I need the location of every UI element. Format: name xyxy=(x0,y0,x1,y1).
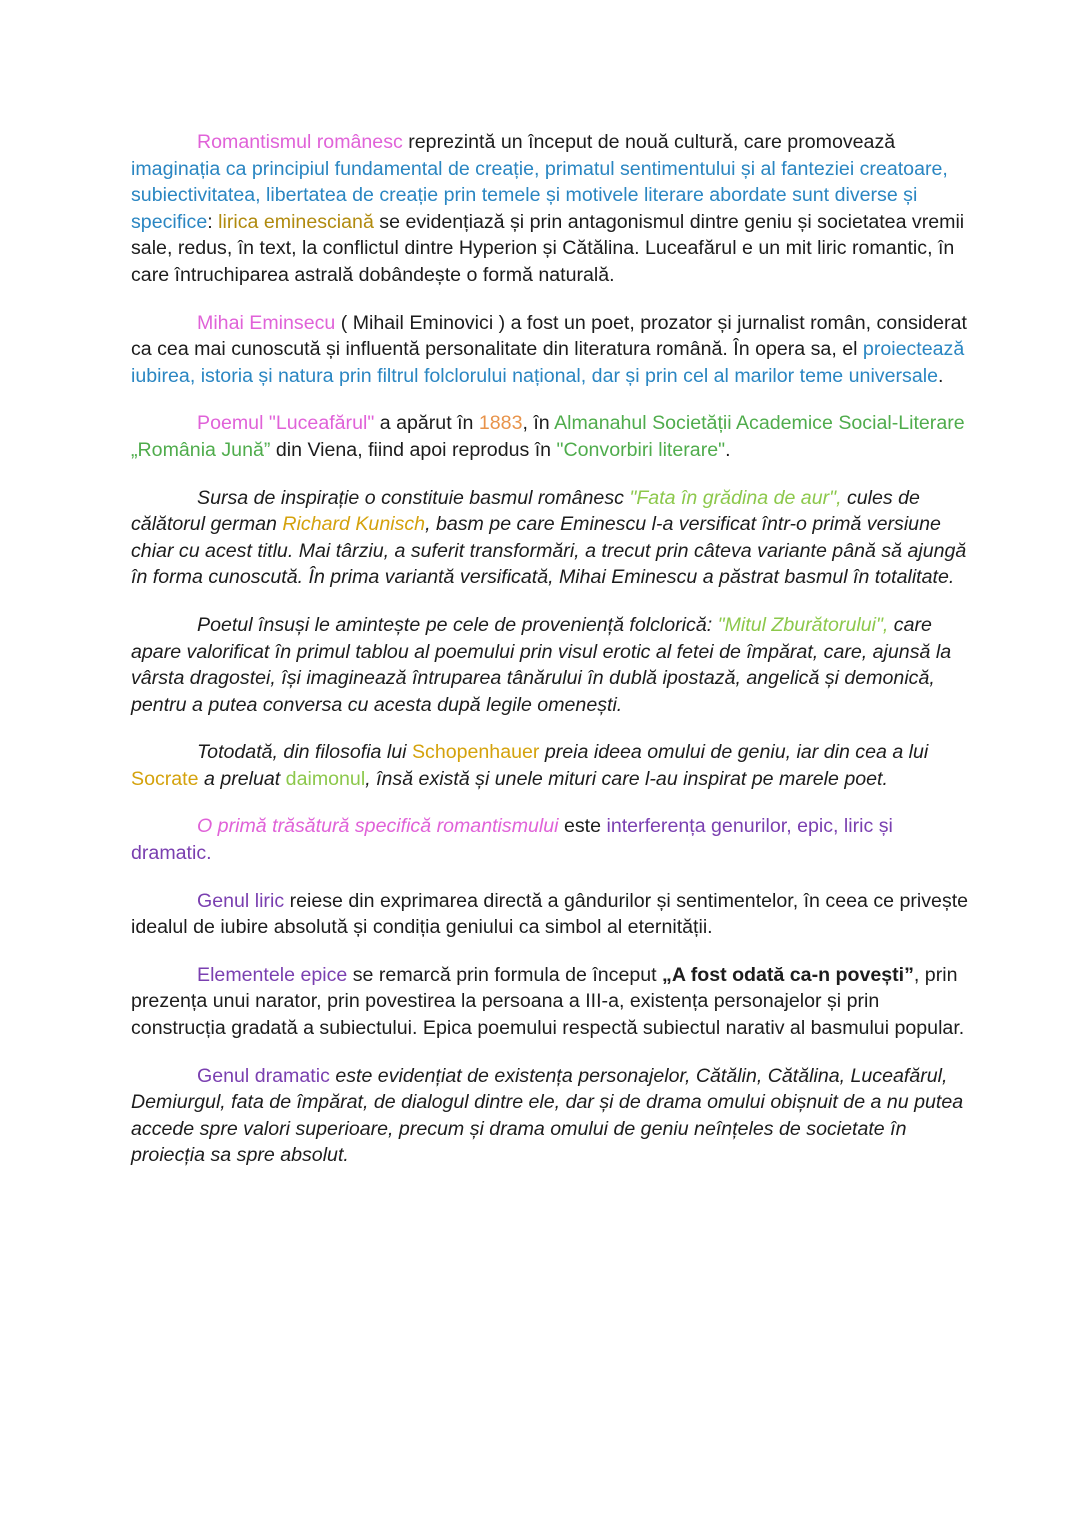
text-segment: , basm pe care Eminescu l-a versificat într-o primă versiune chiar cu acest titlu. Mai târziu, a suferit transformări, a trecut prin câteva variante până să ajungă în forma cunoscută. În prima variantă versificată, Mihai Eminescu a păstrat basmul în totalitate. xyxy=(131,513,967,589)
text-segment: proiectează iubirea, istoria și natura prin filtrul folclorului național, dar și prin cel al marilor teme universale xyxy=(131,338,965,387)
text-segment: Poetul însuși le amintește pe cele de proveniență folclorică: xyxy=(197,613,718,636)
paragraph-9 xyxy=(131,962,971,1042)
text-segment: "Mitul Zburătorului", xyxy=(717,613,889,636)
text-segment: daimonul xyxy=(285,767,366,790)
text-segment: cules de călătorul german xyxy=(131,486,920,536)
text-segment: Elementele epice xyxy=(197,963,348,986)
paragraph-5 xyxy=(131,612,971,718)
paragraph-10 xyxy=(131,1063,971,1169)
text-segment: din Viena, fiind apoi reprodus în xyxy=(270,438,557,461)
text-segment: Totodată, din filosofia lui xyxy=(197,741,412,764)
text-segment: care apare valorificat în primul tablou al poemului prin visul erotic al fetei de împărat, care, ajunsă la vârsta dragostei, își imaginează întruparea tânărului în dublă ipostază, angelică și demonică, pentru a putea conversa cu acesta după legile omenești. xyxy=(131,613,952,716)
text-segment: este evidențiat de existența personajelor, Cătălin, Cătălina, Luceafărul, Demiurgul, fata de împărat, de dialogul dintre ele, dar și de drama omului obișnuit de a nu putea accede spre valori superioare, precum și drama omului de geniu neînțeles de societate în proiecția sa spre absolut. xyxy=(131,1064,964,1167)
text-segment: . xyxy=(725,438,731,461)
paragraph-8 xyxy=(131,888,971,941)
text-segment: este xyxy=(558,815,607,838)
text-segment: Genul liric xyxy=(197,889,285,912)
paragraph-4 xyxy=(131,485,971,591)
text-segment: preia ideea omului de geniu, iar din cea a lui xyxy=(539,741,929,764)
text-segment: Genul dramatic xyxy=(197,1064,330,1087)
text-segment: . xyxy=(937,364,944,387)
text-segment: Socrate xyxy=(131,767,199,790)
text-segment: ( Mihail Eminovici ) a fost un poet, prozator și jurnalist român, considerat ca cea mai cunoscută și influentă personalitate din literatura română. În opera sa, el xyxy=(131,311,967,361)
text-segment: Romantismul românesc xyxy=(197,131,403,153)
text-segment: „A fost odată ca-n povești” xyxy=(662,963,914,986)
text-segment: : xyxy=(207,210,219,233)
text-segment: a apărut în xyxy=(374,412,479,435)
text-segment: , în xyxy=(522,412,555,435)
text-segment: reprezintă un început de nouă cultură, care promovează xyxy=(402,131,896,153)
text-segment: Almanahul Societății Academice Social-Literare „România Jună” xyxy=(131,412,965,461)
text-segment: Schopenhauer xyxy=(411,741,540,764)
text-segment: Sursa de inspirație o constituie basmul românesc xyxy=(197,486,630,509)
text-segment: Mihai Eminsecu xyxy=(197,311,336,334)
paragraph-2 xyxy=(131,310,971,390)
text-segment: Poemul "Luceafărul" xyxy=(197,412,375,435)
text-segment: lirica eminesciană xyxy=(218,210,374,233)
text-segment: , însă există și unele mituri care l-au inspirat pe marele poet. xyxy=(365,767,888,790)
text-segment: interferența genurilor, epic, liric și dramatic. xyxy=(131,815,893,865)
text-segment: 1883 xyxy=(478,412,523,435)
text-segment: a preluat xyxy=(198,767,286,790)
text-segment: , prin prezența unui narator, prin povestirea la persoana a III-a, existența personajelor și prin construcția gradată a subiectului. Epica poemului respectă subiectul narativ al basmului popular. xyxy=(131,963,965,1040)
text-segment: se remarcă prin formula de început xyxy=(347,963,663,986)
text-segment: "Fata în grădina de aur", xyxy=(629,486,842,509)
paragraph-6 xyxy=(131,739,971,792)
paragraph-3 xyxy=(131,410,971,463)
text-segment: "Convorbiri literare" xyxy=(556,438,726,461)
text-segment: se evidențiază și prin antagonismul dintre geniu și societatea vremii sale, redus, în text, la conflictul dintre Hyperion și Cătălina. Luceafărul e un mit liric romantic, în care întruchiparea astrală dobândește o formă naturală. xyxy=(131,210,965,286)
text-segment: Richard Kunisch xyxy=(282,513,426,536)
paragraph-1 xyxy=(131,129,971,289)
document-page xyxy=(131,129,971,1190)
text-segment: reiese din exprimarea directă a gândurilor și sentimentelor, în ceea ce privește idealul de iubire absolută și condiția geniului ca simbol al eternității. xyxy=(131,889,969,939)
paragraph-7 xyxy=(131,813,971,866)
text-segment: O primă trăsătură specifică romantismului xyxy=(197,815,559,838)
text-segment: imaginația ca principiul fundamental de creație, primatul sentimentului și al fanteziei creatoare, subiectivitatea, libertatea de creație prin temele și motivele literare abordate sunt diverse și specifice xyxy=(131,157,948,233)
